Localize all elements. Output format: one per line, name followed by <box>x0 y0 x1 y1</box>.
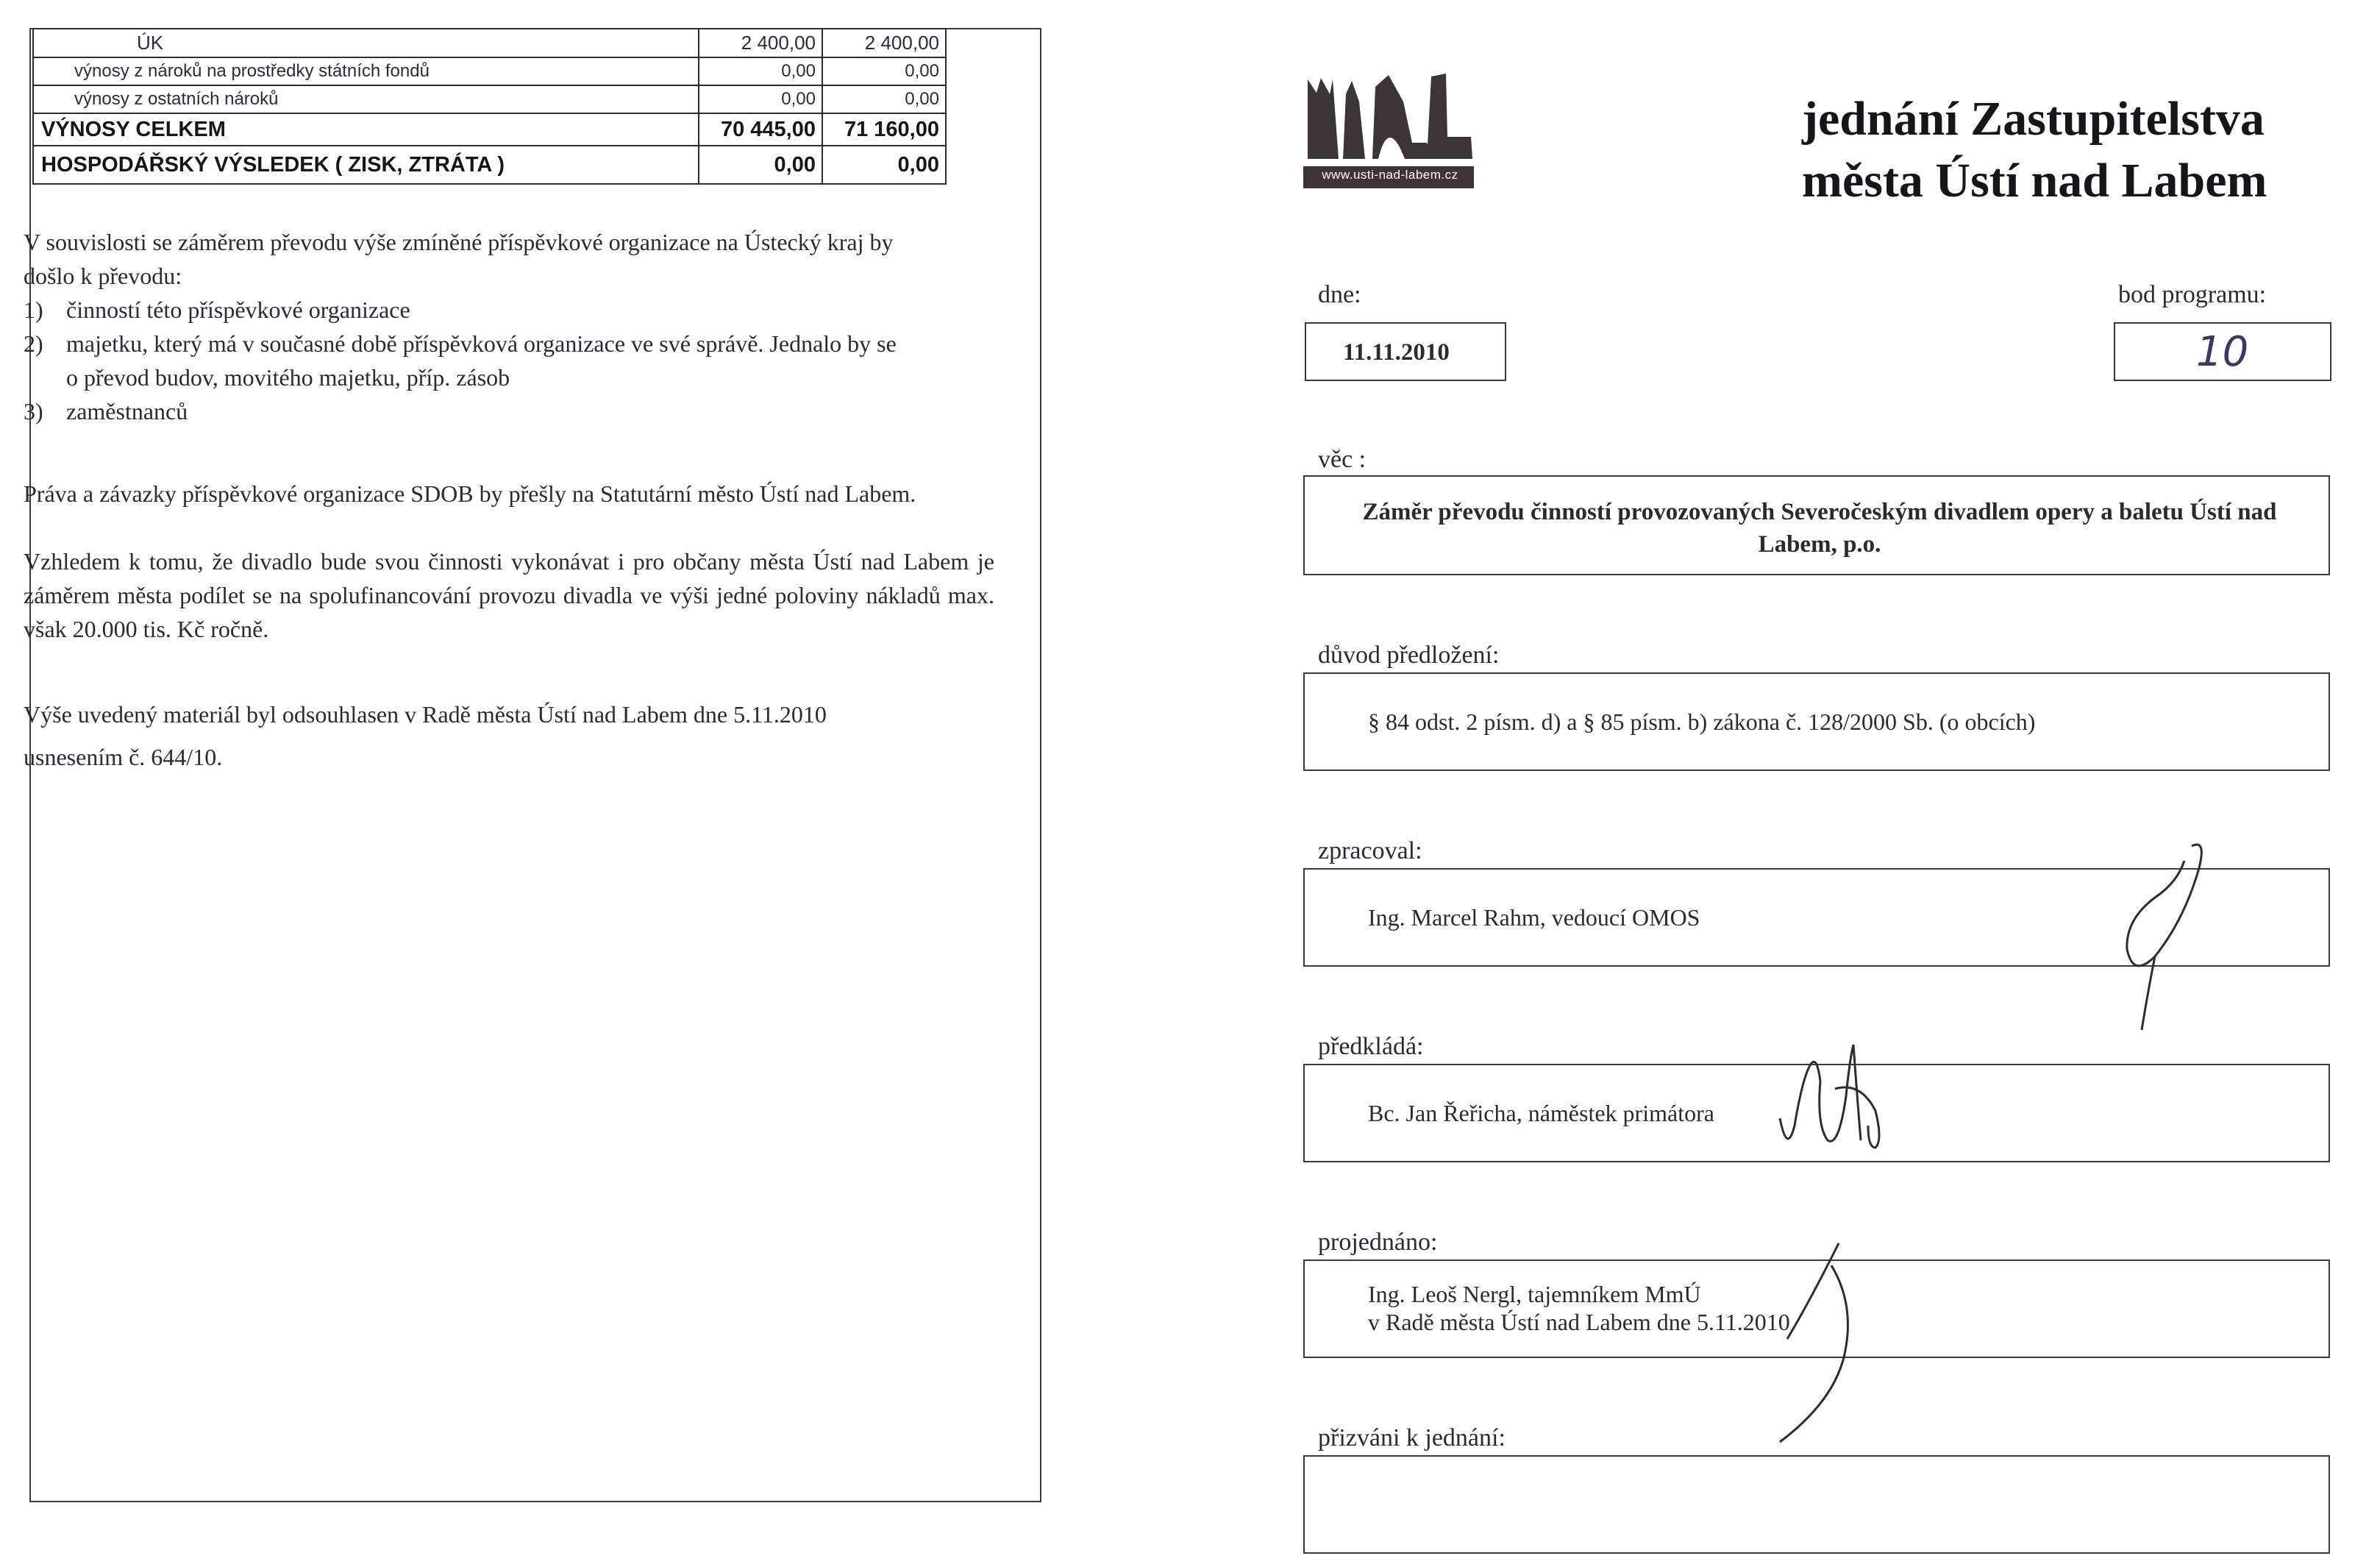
signature-discussed <box>1765 1236 1868 1457</box>
signature-processed <box>2103 831 2221 1052</box>
row-value-1: 0,00 <box>699 146 822 184</box>
row-value-2: 71 160,00 <box>822 113 946 146</box>
invited-box <box>1303 1455 2330 1554</box>
reason-value: § 84 odst. 2 písm. d) a § 85 písm. b) zákona č. 128/2000 Sb. (o obcích) <box>1368 708 2036 735</box>
list-number: 1) <box>24 296 43 323</box>
processed-value: Ing. Marcel Rahm, vedoucí OMOS <box>1368 904 1700 931</box>
row-value-2: 2 400,00 <box>822 29 946 57</box>
table-row <box>33 85 946 113</box>
list-number: 3) <box>24 398 43 424</box>
row-value-2: 0,00 <box>822 57 946 85</box>
table-row <box>33 113 946 146</box>
row-value-2: 0,00 <box>822 85 946 113</box>
paragraph-intro <box>24 225 994 293</box>
discussed-line: v Radě města Ústí nad Labem dne 5.11.2010 <box>1368 1309 1790 1335</box>
row-label: VÝNOSY CELKEM <box>33 113 699 146</box>
subject-box <box>1303 475 2330 575</box>
paragraph-line: V souvislosti se záměrem převodu výše zmíněné příspěvkové organizace na Ústecký kraj by <box>24 229 894 255</box>
row-value-1: 0,00 <box>699 85 822 113</box>
table-row <box>33 57 946 85</box>
paragraph-line: Výše uvedený materiál byl odsouhlasen v Radě města Ústí nad Labem dne 5.11.2010 <box>24 701 827 728</box>
title-line: jednání Zastupitelstva <box>1802 92 2265 146</box>
city-logo <box>1302 72 1478 197</box>
paragraph-approval <box>24 693 994 778</box>
discussed-value <box>1368 1280 1790 1336</box>
row-label: výnosy z ostatních nároků <box>33 85 699 113</box>
list-item-continuation: o převod budov, movitého majetku, příp. zásob <box>66 364 510 391</box>
row-label: výnosy z nároků na prostředky státních fondů <box>33 57 699 85</box>
invited-label: přizváni k jednání: <box>1318 1424 1506 1451</box>
agenda-value: 10 <box>2196 328 2249 376</box>
table-row <box>33 29 946 57</box>
submits-value: Bc. Jan Řeřicha, náměstek primátora <box>1368 1100 1714 1126</box>
subject-label: věc : <box>1318 446 1367 473</box>
page-title <box>1802 88 2361 212</box>
list-text: zaměstnanců <box>66 398 188 424</box>
processed-label: zpracoval: <box>1318 837 1422 864</box>
list-item <box>24 327 994 360</box>
table-row <box>33 146 946 184</box>
list-text: činností této příspěvkové organizace <box>66 296 410 323</box>
paragraph-line: usnesením č. 644/10. <box>24 744 223 770</box>
subject-value: Záměr převodu činností provozovaných Severočeským divadlem opery a baletu Ústí nad Labem, p.o. <box>1362 499 2277 558</box>
discussed-line: Ing. Leoš Nergl, tajemníkem MmÚ <box>1368 1281 1701 1307</box>
agenda-box <box>2114 322 2331 381</box>
paragraph-rights: Práva a závazky příspěvkové organizace SDOB by přešly na Statutární město Ústí nad Labem. <box>24 480 916 507</box>
date-box <box>1305 322 1506 381</box>
logo-url: www.usti-nad-labem.cz <box>1322 168 1458 182</box>
row-value-1: 2 400,00 <box>699 29 822 57</box>
row-value-1: 0,00 <box>699 57 822 85</box>
row-value-2: 0,00 <box>822 146 946 184</box>
discussed-label: projednáno: <box>1318 1229 1438 1256</box>
row-label: HOSPODÁŘSKÝ VÝSLEDEK ( ZISK, ZTRÁTA ) <box>33 146 699 184</box>
date-label: dne: <box>1318 281 1361 308</box>
paragraph-financing: Vzhledem k tomu, že divadlo bude svou činnosti vykonávat i pro občany města Ústí nad Labem je záměrem města podílet se na spolufinancování provozu divadla ve výši jedné poloviny nákladů max. však 20.000 tis. Kč ročně. <box>24 548 994 642</box>
reason-box <box>1303 672 2330 771</box>
agenda-label: bod programu: <box>2118 281 2267 308</box>
list-text: majetku, který má v současné době příspěvková organizace ve své správě. Jednalo by se <box>66 330 897 357</box>
list-item <box>24 293 994 327</box>
list-number: 2) <box>24 330 43 357</box>
reason-label: důvod předložení: <box>1318 642 1500 669</box>
paragraph-line: došlo k převodu: <box>24 263 182 289</box>
signature-submits <box>1765 1037 1898 1162</box>
list-item <box>24 394 994 428</box>
date-value: 11.11.2010 <box>1343 339 1450 366</box>
title-line: města Ústí nad Labem <box>1802 154 2267 207</box>
financial-table <box>32 28 947 185</box>
row-label: ÚK <box>33 29 699 57</box>
row-value-1: 70 445,00 <box>699 113 822 146</box>
submits-label: předkládá: <box>1318 1033 1424 1060</box>
